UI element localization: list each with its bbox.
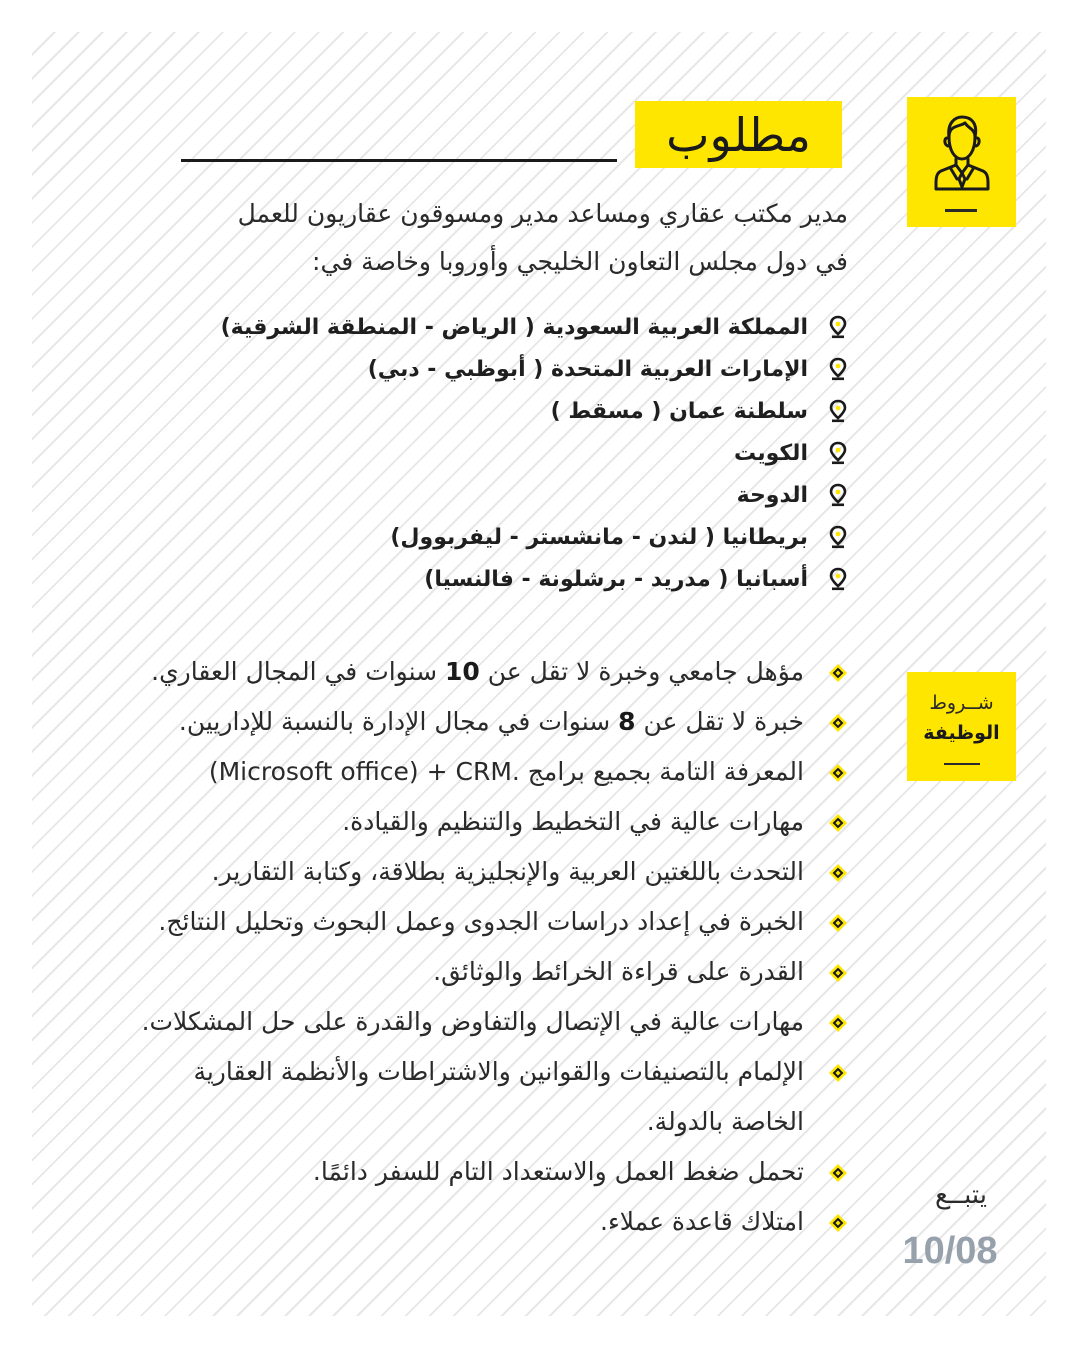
continued-label: يتبــع [935,1180,987,1210]
avatar-underline [945,209,977,212]
requirements-list [70,647,850,1247]
diamond-bullet-icon [826,1161,850,1185]
diamond-bullet-icon [826,1011,850,1035]
intro-paragraph [148,190,848,286]
location-pin-icon [826,525,850,549]
location-pin-icon [826,441,850,465]
requirement-part: سنوات في مجال الإدارة بالنسبة للإداريين. [178,707,619,736]
list-item [150,432,850,474]
requirement-text: امتلاك قاعدة عملاء. [600,1207,804,1236]
requirement-text [179,697,804,747]
diamond-bullet-icon [826,861,850,885]
list-item [70,747,850,797]
location-pin-icon [826,315,850,339]
intro-line-2: في دول مجلس التعاون الخليجي وأوروبا وخاصة في: [312,247,848,276]
requirement-text [151,647,804,697]
requirement-software: (Microsoft office) + CRM. [208,757,520,786]
requirement-text: مهارات عالية في الإتصال والتفاوض والقدرة على حل المشكلات. [141,1007,804,1036]
requirement-text: مهارات عالية في التخطيط والتنظيم والقيادة. [342,807,804,836]
list-item [150,558,850,600]
list-item [150,516,850,558]
location-pin-icon [826,357,850,381]
location-pin-icon [826,483,850,507]
businessman-icon [931,113,993,195]
requirement-part: خبرة لا تقل عن [635,707,804,736]
list-item [70,947,850,997]
list-item [70,897,850,947]
conditions-underline [944,763,980,765]
list-item [70,697,850,747]
diamond-bullet-icon [826,1211,850,1235]
list-item [150,306,850,348]
location-pin-icon [826,567,850,591]
list-item [70,1047,850,1147]
requirement-text: الإلمام بالتصنيفات والقوانين والاشتراطات والأنظمة العقارية الخاصة بالدولة. [193,1057,804,1136]
diamond-bullet-icon [826,961,850,985]
list-item [70,1197,850,1247]
requirement-part: مؤهل جامعي وخبرة لا تقل عن [479,657,804,686]
list-item [70,997,850,1047]
diamond-bullet-icon [826,761,850,785]
title-underline [181,159,617,162]
diamond-bullet-icon [826,911,850,935]
intro-line-1: مدير مكتب عقاري ومساعد مدير ومسوقون عقاريون للعمل [237,199,848,228]
requirement-text: القدرة على قراءة الخرائط والوثائق. [433,957,804,986]
locations-list [150,306,850,600]
requirement-number: 10 [445,657,480,686]
requirement-part: المعرفة التامة بجميع برامج [519,757,804,786]
diamond-bullet-icon [826,811,850,835]
requirement-text [209,747,804,797]
location-text: الدوحة [736,482,808,508]
page-title: مطلوب [666,107,811,162]
diamond-bullet-icon [826,661,850,685]
list-item [70,1147,850,1197]
requirement-part: سنوات في المجال العقاري. [151,657,446,686]
location-text: أسبانيا ( مدريد - برشلونة - فالنسيا) [424,566,808,592]
diamond-bullet-icon [826,1061,850,1085]
list-item [150,348,850,390]
requirement-text: التحدث باللغتين العربية والإنجليزية بطلاقة، وكتابة التقارير. [211,857,804,886]
location-text: المملكة العربية السعودية ( الرياض - المنطقة الشرقية) [220,314,808,340]
location-pin-icon [826,399,850,423]
location-text: سلطنة عمان ( مسقط ) [550,398,808,424]
location-text: الكويت [734,440,808,466]
location-text: الإمارات العربية المتحدة ( أبوظبي - دبي) [367,356,808,382]
list-item [150,474,850,516]
list-item [70,797,850,847]
location-text: بريطانيا ( لندن - مانشستر - ليفربوول) [390,524,808,550]
requirement-text: الخبرة في إعداد دراسات الجدوى وعمل البحوث وتحليل النتائج. [158,907,804,936]
requirement-number: 8 [618,707,636,736]
conditions-label-line-1: شــروط [929,692,994,714]
conditions-label-box [907,672,1016,781]
list-item [150,390,850,432]
diamond-bullet-icon [826,711,850,735]
list-item [70,647,850,697]
requirement-text: تحمل ضغط العمل والاستعداد التام للسفر دائمًا. [312,1157,804,1186]
avatar-box [907,97,1016,227]
list-item [70,847,850,897]
title-box [635,101,842,168]
page-number: 10/08 [902,1230,998,1272]
conditions-label-line-2: الوظيفة [923,722,1000,744]
